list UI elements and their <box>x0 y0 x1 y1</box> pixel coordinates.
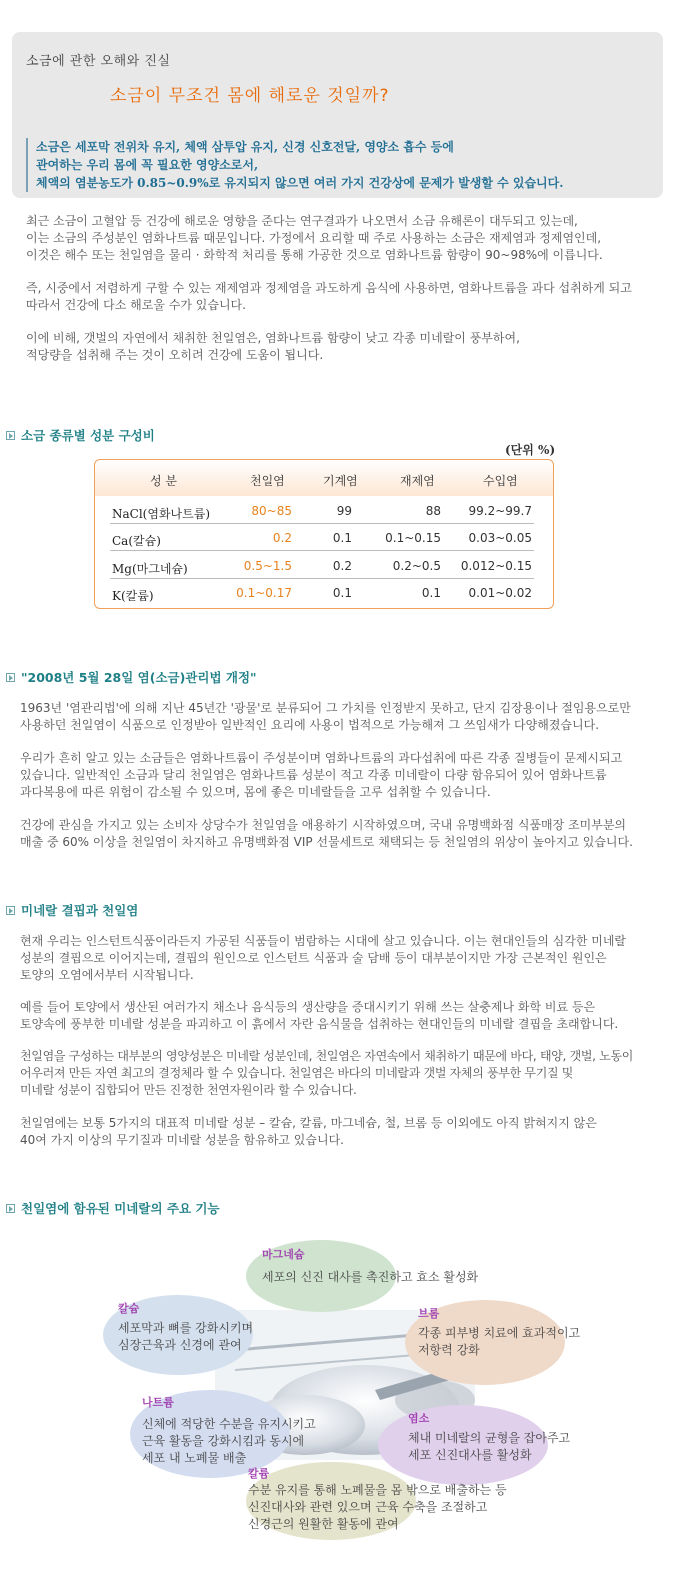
text-line: 미네랄 성분이 집합되어 만든 진정한 천연자원이라 할 수 있습니다. <box>20 1083 357 1097</box>
text-line: 매출 중 60% 이상을 천일염이 차지하고 유명백화점 VIP 선물세트로 채택되는 등 천일염의 위상이 높아지고 있습니다. <box>20 835 633 849</box>
law-paragraph <box>20 817 633 851</box>
text-line: 건강에 관심을 가지고 있는 소비자 상당수가 천일염을 애용하기 시작하였으며, 국내 유명백화점 식품매장 조미부분의 <box>20 818 627 832</box>
deficiency-paragraph <box>20 1115 597 1149</box>
row-name: K(칼륨) <box>112 589 154 603</box>
table-cell: 0.012~0.15 <box>460 559 532 573</box>
text-line: 신체에 적당한 수분을 유지시키고 <box>142 1417 316 1431</box>
text-line: 어우러져 만든 자연 최고의 결정체라 할 수 있습니다. 천일염은 바다의 미네랄과 갯벌 자체의 풍부한 무기질 및 <box>20 1066 574 1080</box>
text-line: 세포 신진대사를 활성화 <box>408 1448 532 1462</box>
text-line: 근육 활동을 강화시킴과 동시에 <box>142 1434 305 1448</box>
deficiency-paragraph <box>20 999 618 1033</box>
mineral-name: 염소 <box>408 1412 430 1425</box>
intro-kicker: 소금에 관한 오해와 진실 <box>26 54 171 69</box>
row-divider <box>110 523 534 524</box>
law-heading <box>6 668 257 686</box>
row-name: Ca(칼슘) <box>112 534 161 548</box>
mineral-name: 브롬 <box>418 1307 440 1320</box>
text-line: 저항력 강화 <box>418 1343 480 1357</box>
text-line: 신진대사와 관련 있으며 근육 수축을 조절하고 <box>248 1500 488 1514</box>
functions-heading-text: 천일염에 함유된 미네랄의 주요 기능 <box>21 1201 220 1216</box>
mineral-description <box>418 1325 580 1359</box>
arrow-bullet-icon <box>6 1204 15 1213</box>
composition-heading-text: 소금 종류별 성분 구성비 <box>21 428 155 443</box>
text-line: 적당량을 섭취해 주는 것이 오히려 건강에 도움이 됩니다. <box>26 348 324 362</box>
row-name: NaCl(염화나트륨) <box>112 507 210 521</box>
mineral-description <box>248 1482 507 1533</box>
mineral-description <box>118 1320 253 1354</box>
deficiency-paragraph <box>20 1048 633 1099</box>
text-line: 신경근의 원활한 활동에 관여 <box>248 1517 399 1531</box>
intro-paragraph <box>26 213 603 264</box>
table-cell: 0.2 <box>272 531 292 545</box>
text-line: 토양의 오염에서부터 시작됩니다. <box>20 968 194 982</box>
arrow-bullet-icon <box>6 431 15 440</box>
table-cell: 99 <box>336 504 352 518</box>
table-cell: 0.1~0.17 <box>236 586 292 600</box>
text-line: 세포의 신진 대사를 촉진하고 효소 활성화 <box>262 1270 479 1284</box>
law-heading-text: "2008년 5월 28일 염(소금)관리법 개정" <box>21 670 257 685</box>
table-cell: 0.2~0.5 <box>392 559 441 573</box>
row-name: Mg(마그네슘) <box>112 562 188 576</box>
text-line: 현재 우리는 인스턴트식품이라든지 가공된 식품들이 범람하는 시대에 살고 있습니다. 이는 현대인들의 심각한 미네랄 <box>20 934 627 948</box>
law-paragraph <box>20 750 622 801</box>
table-cell: 88 <box>425 504 441 518</box>
column-header: 성 분 <box>150 474 177 488</box>
text-line: 이는 소금의 주성분인 염화나트륨 때문입니다. 가정에서 요리할 때 주로 사용하는 소금은 재제염과 정제염인데, <box>26 231 602 245</box>
mineral-name: 나트륨 <box>142 1396 174 1409</box>
text-line: 천일염에는 보통 5가지의 대표적 미네랄 성분 – 칼슘, 칼륨, 마그네슘, 철, 브롬 등 이외에도 아직 밝혀지지 않은 <box>20 1116 597 1130</box>
composition-heading <box>6 426 155 444</box>
column-header: 재제염 <box>400 474 435 488</box>
table-cell: 80~85 <box>251 504 292 518</box>
intro-quote-line: 관여하는 우리 몸에 꼭 필요한 영양소로서, <box>36 158 259 172</box>
text-line: 세포 내 노폐물 배출 <box>142 1451 247 1465</box>
deficiency-heading <box>6 901 138 919</box>
table-cell: 0.1~0.15 <box>385 531 441 545</box>
column-header: 수입염 <box>483 474 518 488</box>
table-cell: 0.2 <box>332 559 352 573</box>
intro-paragraph <box>26 280 632 314</box>
mineral-name: 마그네슘 <box>262 1248 305 1261</box>
text-line: 토양속에 풍부한 미네랄 성분을 파괴하고 이 흙에서 자란 음식물을 섭취하는 현대인들의 미네랄 결핍을 초래합니다. <box>20 1017 619 1031</box>
intro-paragraph <box>26 330 520 364</box>
text-line: 1963년 '염관리법'에 의해 지난 45년간 '광물'로 분류되어 그 가치를 인정받지 못하고, 단지 김장용이나 절임용으로만 <box>20 701 631 715</box>
table-cell: 0.1 <box>332 531 352 545</box>
intro-quote-line: 체액의 염분농도가 0.85~0.9%로 유지되지 않으면 여러 가지 건강상에 문제가 발생할 수 있습니다. <box>36 176 564 190</box>
table-cell: 0.5~1.5 <box>243 559 292 573</box>
text-line: 각종 피부병 치료에 효과적이고 <box>418 1326 581 1340</box>
intro-question: 소금이 무조건 몸에 해로운 것일까? <box>110 86 390 106</box>
table-cell: 0.01~0.02 <box>468 586 532 600</box>
arrow-bullet-icon <box>6 906 15 915</box>
text-line: 세포막과 뼈를 강화시키며 <box>118 1321 254 1335</box>
intro-quote-line: 소금은 세포막 전위차 유지, 체액 삼투압 유지, 신경 신호전달, 영양소 흡수 등에 <box>36 140 454 154</box>
deficiency-heading-text: 미네랄 결핍과 천일염 <box>21 903 139 918</box>
row-divider <box>110 578 534 579</box>
mineral-description <box>262 1269 478 1286</box>
text-line: 성분의 결핍으로 이어지는데, 결핍의 원인으로 인스턴트 식품과 술 담배 등이 대부분이지만 가장 근본적인 원인은 <box>20 951 607 965</box>
text-line: 이것은 해수 또는 천일염을 물리 · 화학적 처리를 통해 가공한 것으로 염화나트륨 함량이 90~98%에 이릅니다. <box>26 248 603 262</box>
table-cell: 0.1 <box>421 586 441 600</box>
text-line: 체내 미네랄의 균형을 잡아주고 <box>408 1431 571 1445</box>
intro-quote <box>26 138 563 192</box>
unit-label: (단위 %) <box>505 443 556 457</box>
functions-heading <box>6 1199 220 1217</box>
text-line: 우리가 흔히 알고 있는 소금들은 염화나트륨이 주성분이며 염화나트륨의 과다섭취에 따른 각종 질병들이 문제시되고 <box>20 751 623 765</box>
text-line: 예를 들어 토양에서 생산된 여러가지 채소나 음식등의 생산량을 증대시키기 위해 쓰는 살충제나 화학 비료 등은 <box>20 1000 596 1014</box>
text-line: 천일염을 구성하는 대부분의 영양성분은 미네랄 성분인데, 천일염은 자연속에서 채취하기 때문에 바다, 태양, 갯벌, 노동이 <box>20 1049 634 1063</box>
mineral-name: 칼륨 <box>248 1467 270 1480</box>
text-line: 있습니다. 일반적인 소금과 달리 천일염은 염화나트륨 성분이 적고 각종 미네랄이 다량 함유되어 있어 염화나트륨 <box>20 768 607 782</box>
mineral-description <box>408 1430 570 1464</box>
arrow-bullet-icon <box>6 673 15 682</box>
text-line: 즉, 시중에서 저렴하게 구할 수 있는 재제염과 정제염을 과도하게 음식에 사용하면, 염화나트륨을 과다 섭취하게 되고 <box>26 281 632 295</box>
column-header: 기계염 <box>323 474 358 488</box>
text-line: 심장근육과 신경에 관여 <box>118 1338 242 1352</box>
text-line: 수분 유지를 통해 노폐물을 몸 밖으로 배출하는 등 <box>248 1483 507 1497</box>
text-line: 따라서 건강에 다소 해로울 수가 있습니다. <box>26 298 246 312</box>
table-cell: 99.2~99.7 <box>468 504 532 518</box>
mineral-name: 칼슘 <box>118 1302 140 1315</box>
mineral-description <box>142 1416 316 1467</box>
text-line: 최근 소금이 고혈압 등 건강에 해로운 영향을 준다는 연구결과가 나오면서 소금 유해론이 대두되고 있는데, <box>26 214 578 228</box>
column-header: 천일염 <box>250 474 285 488</box>
text-line: 사용하던 천일염이 식품으로 인정받아 일반적인 요리에 사용이 법적으로 가능해져 그 쓰임새가 다양해졌습니다. <box>20 718 600 732</box>
table-cell: 0.1 <box>332 586 352 600</box>
text-line: 40여 가지 이상의 무기질과 미네랄 성분을 함유하고 있습니다. <box>20 1133 344 1147</box>
text-line: 과다복용에 따른 위험이 감소될 수 있으며, 몸에 좋은 미네랄들을 고루 섭취할 수 있습니다. <box>20 785 491 799</box>
law-paragraph <box>20 700 631 734</box>
table-cell: 0.03~0.05 <box>468 531 532 545</box>
deficiency-paragraph <box>20 933 626 984</box>
row-divider <box>110 550 534 551</box>
text-line: 이에 비해, 갯벌의 자연에서 채취한 천일염은, 염화나트륨 함량이 낮고 각종 미네랄이 풍부하여, <box>26 331 520 345</box>
